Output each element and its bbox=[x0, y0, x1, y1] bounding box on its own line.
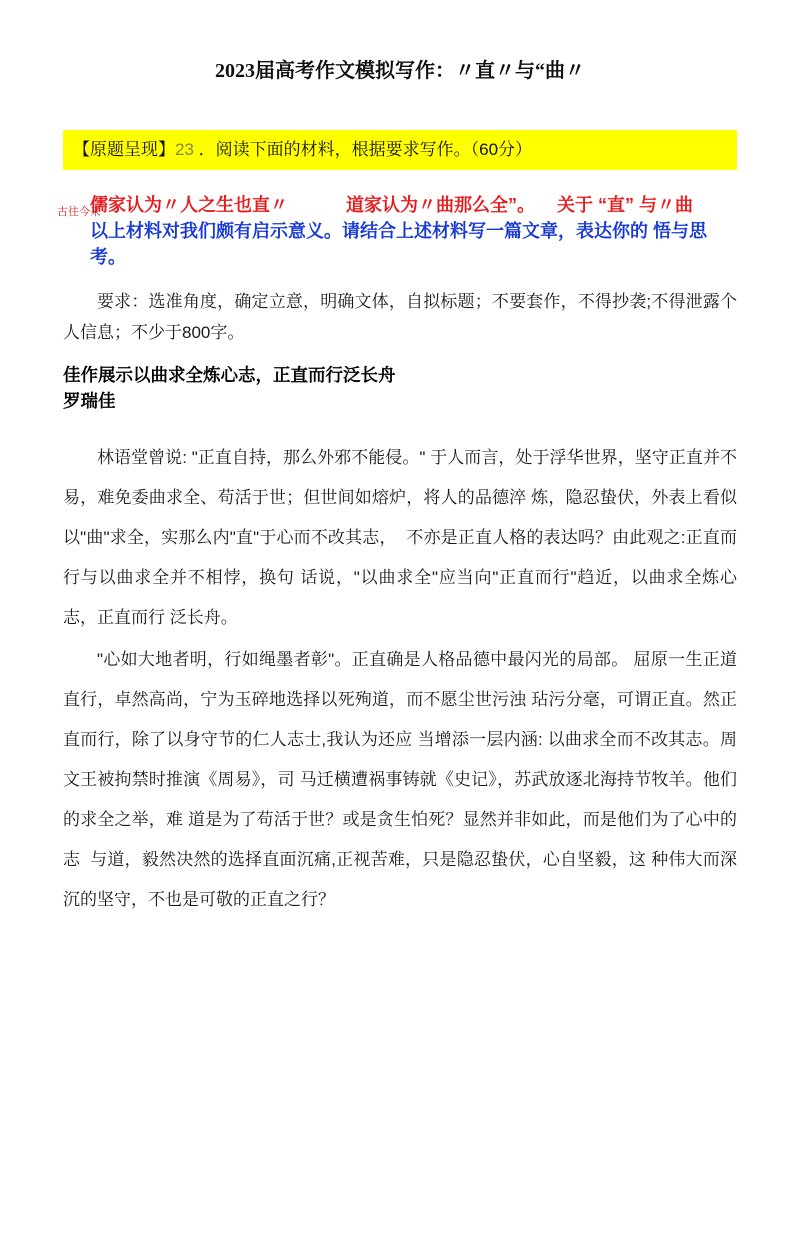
material-topic-phrase: 关于 “直” 与〃曲 bbox=[557, 195, 694, 215]
prompt-instruction-text: ．阅读下面的材料，根据要求写作。（60分） bbox=[193, 140, 533, 159]
prompt-bracket-label: 【原题呈现】 bbox=[73, 140, 175, 159]
watermark-text: 古往今来 bbox=[57, 206, 101, 218]
essay-paragraph-2: "心如大地者明，行如绳墨者彰"。正直确是人格品德中最闪光的局部。 屈原一生正道直行，卓然高尚，宁为玉碎地选择以死殉道，而不愿尘世污浊 玷污分毫，可谓正直。然正直而行，除了以身守节的仁人志士,我认为还应 当增添一层内涵: 以曲求全而不改其志。周文王被拘禁时推演《周易》，司 马迁横遭祸事铸就《史记》，苏武放逐北海持节牧羊。他们的求全之举，难 道是为了苟活于世？或是贪生怕死？显然并非如此，而是他们为了心中的志 与道，毅然决然的选择直面沉痛,正视苦难，只是隐忍蛰伏，心自坚毅，这 种伟大而深沉的坚守，不也是可敬的正直之行？ bbox=[63, 650, 737, 909]
requirements-text: 要求：选准角度，确定立意，明确文体，自拟标题；不要套作，不得抄袭;不得泄露个人信息；不少于800字。 bbox=[63, 292, 737, 342]
material-taoist-quote: 道家认为〃曲那么全”。 bbox=[346, 195, 535, 215]
material-section bbox=[57, 192, 737, 270]
material-red-line bbox=[63, 192, 737, 218]
page-title: 2023届高考作文模拟写作：〃直〃与“曲〃 bbox=[215, 60, 585, 82]
prompt-question-number: 23 bbox=[175, 140, 194, 159]
material-confucian-quote: 儒家认为〃人之生也直〃 bbox=[90, 195, 288, 215]
essay-author: 罗瑞佳 bbox=[63, 391, 116, 411]
document-page bbox=[0, 57, 800, 1252]
material-blue-line: 以上材料对我们颇有启示意义。请结合上述材料写一篇文章，表达你的 悟与思考。 bbox=[90, 221, 707, 267]
prompt-highlight-box bbox=[63, 130, 737, 170]
essay-paragraph-1: 林语堂曾说: "正直自持，那么外邪不能侵。" 于人而言，处于浮华世界，坚守正直并不易，难免委曲求全、苟活于世；但世间如熔炉，将人的品德淬 炼，隐忍蛰伏，外表上看似以"曲"求全，实那么内"直"于心而不改其志， 不亦是正直人格的表达吗？由此观之:正直而行与以曲求全并不相悖，换句 话说，"以曲求全"应当向"正直而行"趋近，以曲求全炼心志，正直而行 泛长舟。 bbox=[63, 448, 737, 627]
essay-heading: 佳作展示以曲求全炼心志，正直而行泛长舟 bbox=[63, 365, 396, 385]
